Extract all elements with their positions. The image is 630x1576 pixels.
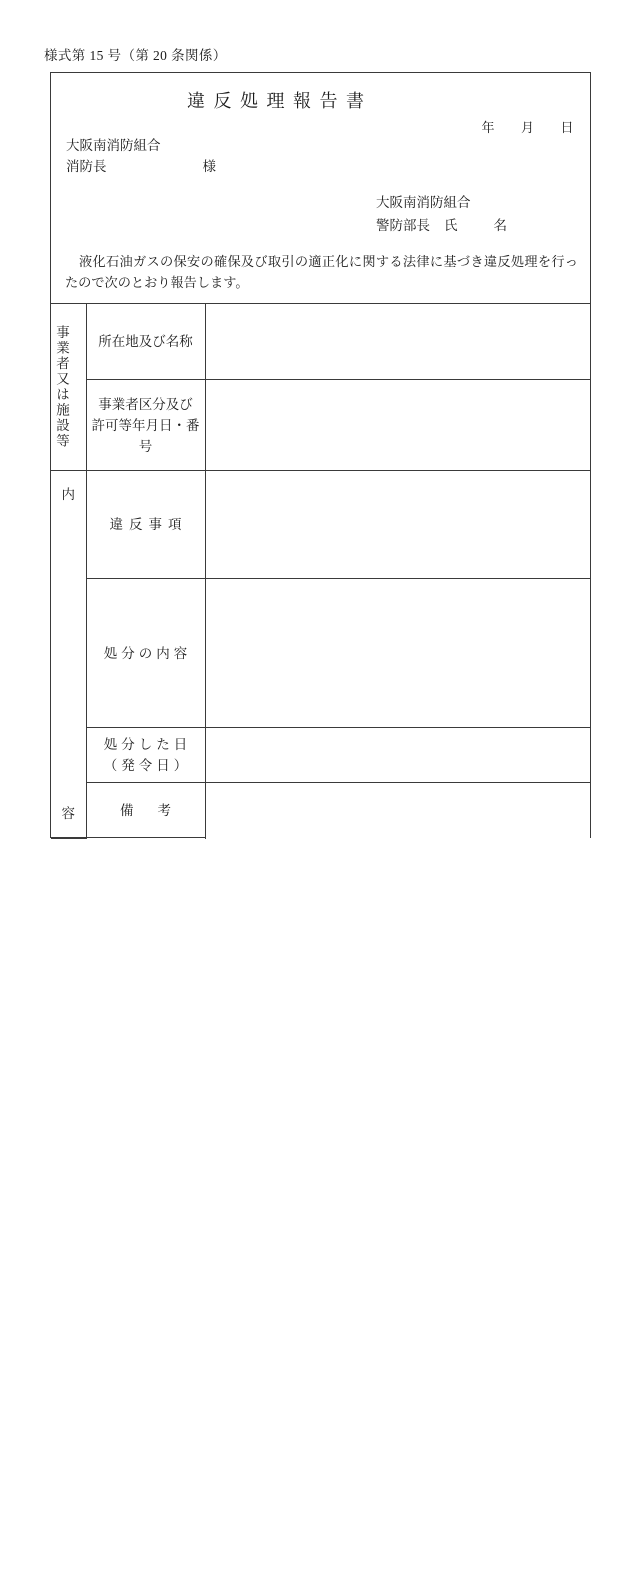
- sender-organization: 大阪南消防組合: [376, 195, 471, 210]
- row-label-disposition-details-text: 処分の内容: [103, 645, 192, 661]
- addressee-honorific: 様: [202, 159, 216, 174]
- side-label-content-bottom: 容: [61, 806, 75, 821]
- form-sheet: [50, 72, 591, 838]
- row-label-remarks-text: 備考: [120, 803, 195, 819]
- date-day-label: 日: [560, 120, 574, 135]
- table-row: [51, 304, 590, 380]
- addressee-block: [66, 135, 216, 177]
- table-row: [51, 471, 590, 579]
- entry-location-name[interactable]: [205, 304, 590, 380]
- entry-violation-items[interactable]: [205, 471, 590, 579]
- sender-role-row: [376, 214, 507, 237]
- row-label-disposition-date: [86, 728, 205, 783]
- table-row: [51, 380, 590, 471]
- addressee-role: 消防長: [66, 159, 107, 174]
- entry-disposition-date[interactable]: [205, 728, 590, 783]
- entry-disposition-details[interactable]: [205, 579, 590, 728]
- side-label-content: [51, 471, 86, 839]
- statement-text: 液化石油ガスの保安の確保及び取引の適正化に関する法律に基づき違反処理を行ったので次のとおり報告します。: [65, 254, 578, 290]
- form-number: 様式第 15 号（第 20 条関係）: [44, 48, 227, 63]
- side-label-content-top: 内: [61, 487, 75, 502]
- row-label-business-category-line2: 許可等年月日・番号: [91, 417, 200, 454]
- row-label-business-category: [86, 380, 205, 471]
- sender-role: 警防部長: [376, 218, 430, 233]
- addressee-role-row: [66, 156, 216, 177]
- side-label-content-stack: [51, 471, 86, 838]
- sender-name-label-1: 氏: [444, 218, 458, 233]
- row-label-disposition-date-line1: 処分した日: [103, 737, 192, 752]
- side-label-business: [51, 304, 86, 471]
- row-label-location-name: [86, 304, 205, 380]
- date-month-label: 月: [520, 120, 535, 135]
- table-row: [51, 579, 590, 728]
- sender-block: [376, 191, 507, 237]
- date-line: [481, 117, 574, 136]
- addressee-organization: 大阪南消防組合: [66, 138, 161, 153]
- row-label-disposition-details: [86, 579, 205, 728]
- row-label-business-category-line1: 事業者区分及び: [98, 396, 193, 412]
- table-row: [51, 728, 590, 783]
- row-label-disposition-date-line2: （発令日）: [103, 758, 192, 773]
- table-row: [51, 783, 590, 839]
- form-header: [51, 73, 590, 303]
- row-label-remarks: [86, 783, 205, 839]
- date-year-label: 年: [481, 120, 495, 135]
- entry-remarks[interactable]: [205, 783, 590, 839]
- entry-business-category[interactable]: [205, 380, 590, 471]
- side-label-business-text: 事業者又は施設等: [54, 325, 69, 449]
- row-label-location-name-text: 所在地及び名称: [98, 334, 193, 349]
- row-label-violation-items-text: 違反事項: [109, 517, 188, 532]
- form-table: [51, 303, 590, 837]
- row-label-violation-items: [86, 471, 205, 579]
- sender-name-label-2: 名: [493, 218, 507, 233]
- page-title: 違反処理報告書: [187, 91, 373, 111]
